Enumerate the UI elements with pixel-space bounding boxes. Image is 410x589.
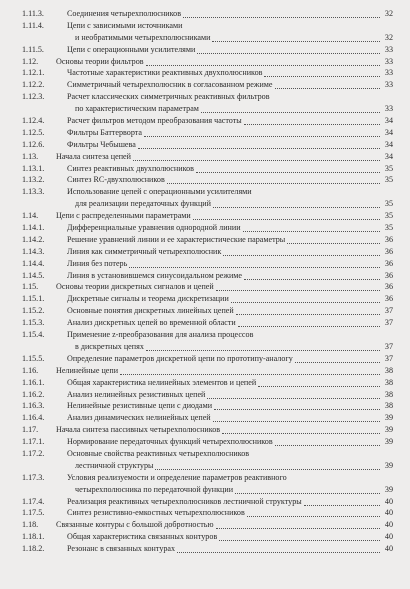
toc-entry	[0, 258, 410, 270]
toc-entry	[0, 8, 410, 20]
toc-entry	[0, 424, 410, 436]
dot-leader	[193, 219, 380, 220]
page-number: 33	[384, 80, 393, 90]
section-title: Анализ динамических нелинейных цепей	[67, 413, 211, 423]
section-title: Основы теории дискретных сигналов и цепей	[56, 282, 214, 292]
section-number: 1.12.5.	[22, 127, 45, 137]
page-number: 38	[384, 377, 393, 387]
toc-entry	[0, 377, 410, 389]
dot-leader	[167, 183, 380, 184]
section-number: 1.12.	[22, 56, 39, 66]
section-title: Дифференциальные уравнения однородной линии	[67, 223, 241, 233]
section-number: 1.15.	[22, 282, 39, 292]
dot-leader	[196, 172, 380, 173]
section-title: Реализация реактивных четырехполюсников лестничной структуры	[67, 496, 302, 506]
toc-entry	[0, 246, 410, 258]
toc-entry	[0, 400, 410, 412]
dot-leader	[212, 41, 380, 42]
section-title: Цепи с операционными усилителями	[67, 44, 196, 54]
section-title: для реализации передаточных функций	[75, 199, 211, 209]
section-title: Общая характеристика связанных контуров	[67, 532, 218, 542]
section-title: Применение z-преобразования для анализа процессов	[67, 330, 254, 340]
dot-leader	[183, 17, 380, 18]
toc-entry	[0, 115, 410, 127]
page-number: 35	[384, 211, 393, 221]
page-number: 37	[384, 306, 393, 316]
page-number: 35	[384, 223, 393, 233]
page-number: 34	[384, 139, 393, 149]
dot-leader	[247, 516, 380, 517]
toc-entry-continuation	[0, 484, 410, 496]
section-title: Линия без потерь	[67, 258, 128, 268]
section-number: 1.15.4.	[22, 330, 45, 340]
page-number: 40	[384, 532, 393, 542]
page-number: 35	[384, 199, 393, 209]
section-title: Цепи с распределенными параметрами	[56, 211, 191, 221]
section-title: Решение уравнений линии и ее характеристические параметры	[67, 234, 286, 244]
section-number: 1.17.3.	[22, 472, 45, 482]
dot-leader	[213, 207, 380, 208]
toc-entry	[0, 139, 410, 151]
section-number: 1.17.	[22, 425, 39, 435]
section-number: 1.14.2.	[22, 234, 45, 244]
toc-entry	[0, 163, 410, 175]
toc-entry-continuation	[0, 460, 410, 472]
toc-entry	[0, 91, 410, 103]
page-number: 40	[384, 496, 393, 506]
toc-entry	[0, 222, 410, 234]
section-number: 1.11.5.	[22, 44, 44, 54]
toc-entry-continuation	[0, 341, 410, 353]
toc-entry-continuation	[0, 103, 410, 115]
toc-entry	[0, 543, 410, 555]
section-title: Частотные характеристики реактивных двухполюсников	[67, 68, 263, 78]
section-number: 1.12.6.	[22, 139, 45, 149]
section-title: Общая характеристика нелинейных элементов и цепей	[67, 377, 257, 387]
section-title: Линия в установившемся синусоидальном режиме	[67, 270, 243, 280]
dot-leader	[120, 374, 380, 375]
dot-leader	[155, 469, 380, 470]
dot-leader	[258, 386, 380, 387]
dot-leader	[201, 112, 380, 113]
dot-leader	[295, 362, 380, 363]
dot-leader	[231, 302, 380, 303]
toc-entry	[0, 365, 410, 377]
page-number: 33	[384, 56, 393, 66]
dot-leader	[223, 255, 380, 256]
toc-entry	[0, 507, 410, 519]
dot-leader	[146, 350, 380, 351]
dot-leader	[219, 540, 380, 541]
dot-leader	[238, 326, 380, 327]
section-number: 1.14.5.	[22, 270, 45, 280]
section-number: 1.15.3.	[22, 318, 45, 328]
page-number: 32	[384, 9, 393, 18]
toc-entry	[0, 281, 410, 293]
page-number: 35	[384, 163, 393, 173]
section-number: 1.16.4.	[22, 413, 45, 423]
page-number: 39	[384, 425, 393, 435]
section-number: 1.18.2.	[22, 544, 45, 554]
section-number: 1.15.5.	[22, 353, 45, 363]
section-title: Условия реализуемости и определение параметров реактивного	[67, 472, 287, 482]
section-title: и необратимыми четырехполюсниками	[75, 32, 211, 42]
section-title: Синтез резистивно-емкостных четырехполюсников	[67, 508, 245, 518]
section-title: Симметричный четырехполюсник в согласованном режиме	[67, 80, 273, 90]
toc-entry	[0, 79, 410, 91]
section-number: 1.17.4.	[22, 496, 45, 506]
dot-leader	[213, 421, 380, 422]
page-number: 35	[384, 175, 393, 185]
page-number: 36	[384, 270, 393, 280]
toc-entry	[0, 151, 410, 163]
section-title: Дискретные сигналы и теорема дискретизации	[67, 294, 229, 304]
section-number: 1.17.5.	[22, 508, 45, 518]
dot-leader	[146, 65, 380, 66]
toc-entry	[0, 186, 410, 198]
toc-entry	[0, 496, 410, 508]
section-title: лестничной структуры	[75, 460, 154, 470]
page-number: 40	[384, 508, 393, 518]
toc-entry	[0, 305, 410, 317]
toc-entry	[0, 389, 410, 401]
section-title: Нелинейные цепи	[56, 365, 119, 375]
section-title: Расчет фильтров методом преобразования частоты	[67, 116, 242, 126]
section-title: в дискретных цепях	[75, 341, 144, 351]
page-number: 33	[384, 44, 393, 54]
section-title: Линия как симметричный четырехполюсник	[67, 246, 222, 256]
section-title: Цепи с зависимыми источниками	[67, 20, 183, 30]
dot-leader	[133, 160, 380, 161]
toc-entry	[0, 353, 410, 365]
dot-leader	[244, 279, 380, 280]
toc-entry	[0, 20, 410, 32]
section-title: Синтез реактивных двухполюсников	[67, 163, 194, 173]
toc-entry-continuation	[0, 198, 410, 210]
table-of-contents	[0, 8, 410, 555]
dot-leader	[275, 445, 380, 446]
section-title: Нелинейные резистивные цепи с диодами	[67, 401, 213, 411]
page-number: 38	[384, 365, 393, 375]
section-number: 1.12.3.	[22, 92, 45, 102]
toc-entry	[0, 67, 410, 79]
page-number: 34	[384, 116, 393, 126]
dot-leader	[197, 53, 380, 54]
toc-entry	[0, 270, 410, 282]
section-number: 1.14.4.	[22, 258, 45, 268]
section-title: Основные понятия дискретных линейных цепей	[67, 306, 234, 316]
section-number: 1.16.2.	[22, 389, 45, 399]
section-title: Нормирование передаточных функций четырехполюсников	[67, 437, 273, 447]
section-number: 1.13.1.	[22, 163, 45, 173]
toc-entry	[0, 44, 410, 56]
section-number: 1.12.4.	[22, 116, 45, 126]
dot-leader	[222, 433, 380, 434]
section-number: 1.13.2.	[22, 175, 45, 185]
section-title: Синтез RC-двухполюсников	[67, 175, 165, 185]
section-title: Начала синтеза цепей	[56, 151, 131, 161]
section-title: Расчет классических симметричных реактивных фильтров	[67, 92, 270, 102]
section-number: 1.14.3.	[22, 246, 45, 256]
dot-leader	[207, 398, 380, 399]
section-number: 1.16.	[22, 365, 39, 375]
section-title: Соединения четырехполюсников	[67, 9, 182, 18]
page-number: 36	[384, 282, 393, 292]
section-title: Основы теории фильтров	[56, 56, 144, 66]
section-number: 1.16.1.	[22, 377, 45, 387]
section-title: Фильтры Баттерворта	[67, 127, 143, 137]
section-title: Использование цепей с операционными усилителями	[67, 187, 252, 197]
toc-entry	[0, 436, 410, 448]
page-number: 34	[384, 127, 393, 137]
dot-leader	[144, 136, 380, 137]
dot-leader	[236, 314, 380, 315]
toc-entry	[0, 412, 410, 424]
toc-entry	[0, 210, 410, 222]
dot-leader	[275, 88, 380, 89]
page-number: 32	[384, 32, 393, 42]
page-number: 39	[384, 413, 393, 423]
dot-leader	[235, 493, 380, 494]
toc-entry	[0, 472, 410, 484]
dot-leader	[243, 231, 380, 232]
section-number: 1.13.3.	[22, 187, 45, 197]
section-number: 1.13.	[22, 151, 39, 161]
section-number: 1.12.2.	[22, 80, 45, 90]
section-title: Анализ дискретных цепей во временной области	[67, 318, 236, 328]
section-number: 1.11.4.	[22, 20, 44, 30]
section-title: Фильтры Чебышева	[67, 139, 136, 149]
page-number: 40	[384, 520, 393, 530]
page-number: 39	[384, 437, 393, 447]
section-title: Резонанс в связанных контурах	[67, 544, 176, 554]
toc-entry	[0, 448, 410, 460]
section-title: Определение параметров дискретной цепи по прототипу-аналогу	[67, 353, 293, 363]
section-title: четырехполюсника по передаточной функции	[75, 484, 234, 494]
toc-entry	[0, 531, 410, 543]
page-number: 33	[384, 68, 393, 78]
page-number: 38	[384, 401, 393, 411]
section-title: Основные свойства реактивных четырехполюсников	[67, 448, 250, 458]
page-number: 39	[384, 484, 393, 494]
section-title: по характеристическим параметрам	[75, 104, 199, 114]
page-number: 34	[384, 151, 393, 161]
page-number: 36	[384, 294, 393, 304]
page-number: 36	[384, 246, 393, 256]
dot-leader	[177, 552, 380, 553]
section-number: 1.17.1.	[22, 437, 45, 447]
dot-leader	[216, 528, 380, 529]
page-number: 37	[384, 353, 393, 363]
section-number: 1.15.2.	[22, 306, 45, 316]
toc-entry	[0, 127, 410, 139]
page-number: 39	[384, 460, 393, 470]
page-number: 36	[384, 258, 393, 268]
dot-leader	[129, 267, 380, 268]
dot-leader	[138, 148, 380, 149]
dot-leader	[264, 76, 380, 77]
section-number: 1.14.1.	[22, 223, 45, 233]
toc-entry	[0, 234, 410, 246]
section-number: 1.15.1.	[22, 294, 45, 304]
section-title: Начала синтеза пассивных четырехполюсников	[56, 425, 221, 435]
section-number: 1.17.2.	[22, 448, 45, 458]
dot-leader	[214, 409, 380, 410]
section-number: 1.18.	[22, 520, 39, 530]
section-number: 1.16.3.	[22, 401, 45, 411]
section-number: 1.11.3.	[22, 9, 44, 18]
toc-entry	[0, 317, 410, 329]
section-title: Анализ нелинейных резистивных цепей	[67, 389, 206, 399]
section-number: 1.18.1.	[22, 532, 45, 542]
section-title: Связанные контуры с большой добротностью	[56, 520, 214, 530]
page-number: 37	[384, 341, 393, 351]
page-number: 37	[384, 318, 393, 328]
dot-leader	[244, 124, 380, 125]
dot-leader	[287, 243, 380, 244]
toc-entry	[0, 174, 410, 186]
toc-entry	[0, 519, 410, 531]
dot-leader	[304, 505, 380, 506]
section-number: 1.12.1.	[22, 68, 45, 78]
toc-entry	[0, 329, 410, 341]
page-number: 33	[384, 104, 393, 114]
toc-entry	[0, 56, 410, 68]
page-number: 36	[384, 234, 393, 244]
page-number: 38	[384, 389, 393, 399]
dot-leader	[216, 290, 380, 291]
section-number: 1.14.	[22, 211, 39, 221]
toc-entry	[0, 293, 410, 305]
toc-entry-continuation	[0, 32, 410, 44]
page-number: 40	[384, 544, 393, 554]
